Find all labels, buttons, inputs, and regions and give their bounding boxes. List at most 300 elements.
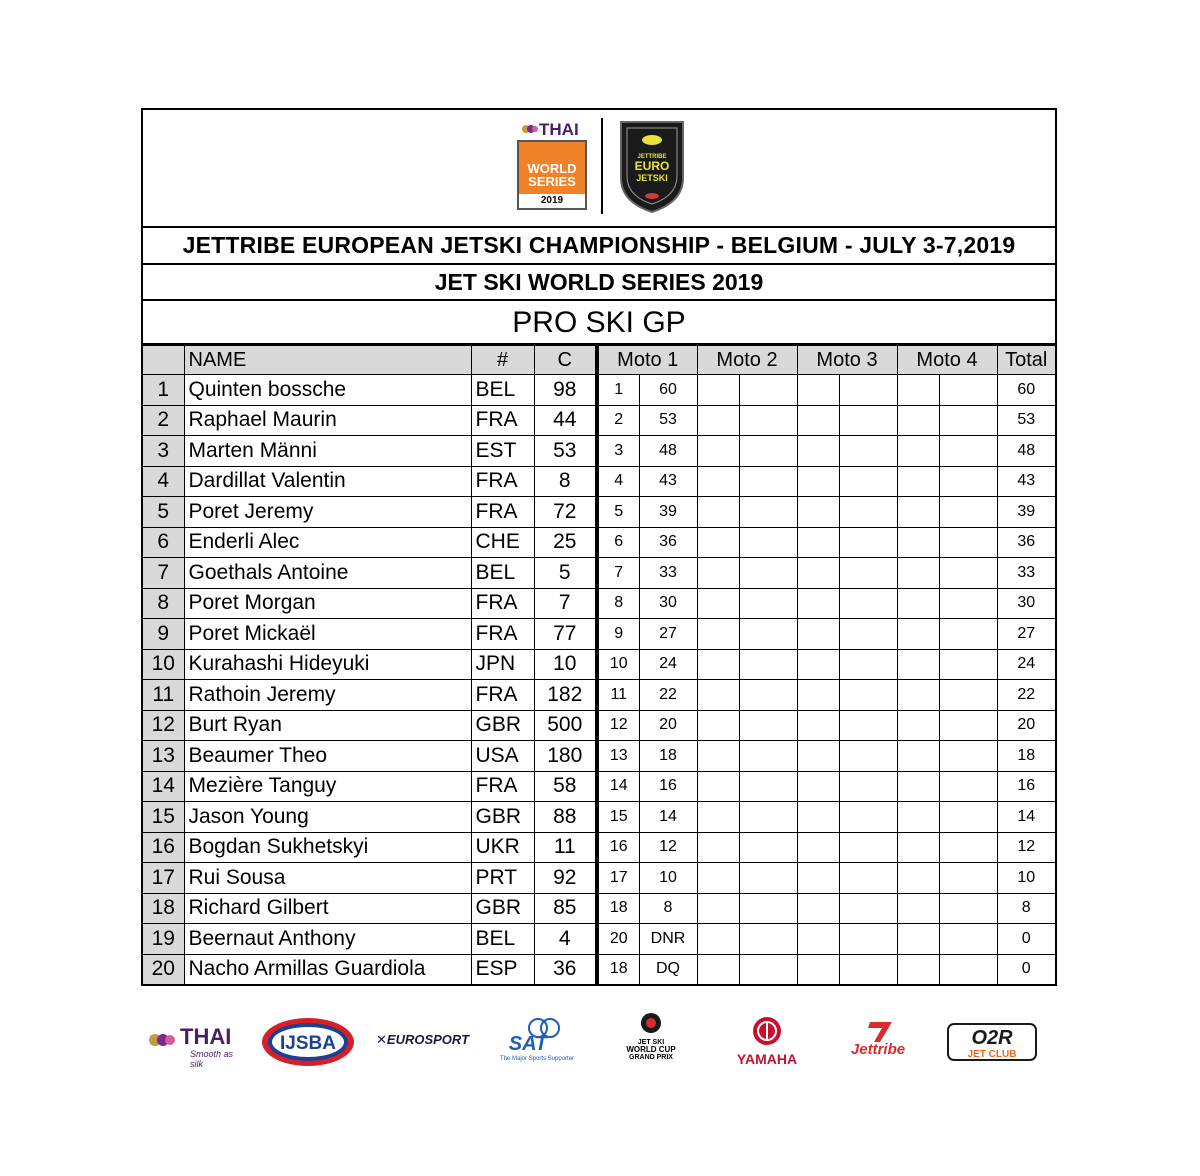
moto4-points-cell bbox=[939, 954, 997, 984]
moto4-position-cell bbox=[897, 527, 939, 558]
moto2-position-cell bbox=[697, 802, 739, 833]
table-row bbox=[143, 893, 1055, 924]
world-cup-line3: GRAND PRIX bbox=[629, 1054, 673, 1061]
euro-line3: JETSKI bbox=[636, 173, 668, 183]
rider-name-cell: Beaumer Theo bbox=[184, 741, 471, 772]
nation-cell: GBR bbox=[471, 893, 534, 924]
sat-rings-icon bbox=[500, 1014, 580, 1054]
total-cell: 27 bbox=[997, 619, 1055, 650]
moto4-position-cell bbox=[897, 832, 939, 863]
moto4-points-cell bbox=[939, 558, 997, 589]
moto4-points-cell bbox=[939, 680, 997, 711]
moto1-points-cell: 16 bbox=[639, 771, 697, 802]
sponsor-strip bbox=[140, 1010, 1060, 1080]
moto3-position-cell bbox=[797, 527, 839, 558]
sponsor-thai-tagline: Smooth as silk bbox=[190, 1049, 234, 1069]
moto2-points-cell bbox=[739, 771, 797, 802]
moto2-points-cell bbox=[739, 588, 797, 619]
sponsor-yamaha-logo bbox=[732, 1016, 802, 1072]
moto4-position-cell bbox=[897, 954, 939, 984]
rank-cell: 6 bbox=[143, 527, 184, 558]
total-cell: 22 bbox=[997, 680, 1055, 711]
total-cell: 0 bbox=[997, 924, 1055, 955]
moto2-points-cell bbox=[739, 680, 797, 711]
moto3-points-cell bbox=[839, 741, 897, 772]
moto4-points-cell bbox=[939, 375, 997, 406]
moto4-position-cell bbox=[897, 436, 939, 467]
moto2-points-cell bbox=[739, 436, 797, 467]
rider-name-cell: Marten Männi bbox=[184, 436, 471, 467]
total-cell: 12 bbox=[997, 832, 1055, 863]
moto2-position-cell bbox=[697, 375, 739, 406]
moto1-position-cell: 3 bbox=[597, 436, 639, 467]
sponsor-jettribe-logo bbox=[830, 1020, 926, 1062]
moto3-points-cell bbox=[839, 710, 897, 741]
rank-cell: 10 bbox=[143, 649, 184, 680]
logo-header bbox=[143, 110, 1055, 228]
nation-cell: ESP bbox=[471, 954, 534, 984]
moto4-position-cell bbox=[897, 680, 939, 711]
moto2-points-cell bbox=[739, 893, 797, 924]
moto2-points-cell bbox=[739, 832, 797, 863]
moto3-points-cell bbox=[839, 924, 897, 955]
sat-tagline: The Major Sports Supporter bbox=[500, 1056, 575, 1062]
rider-name-cell: Beernaut Anthony bbox=[184, 924, 471, 955]
total-cell: 18 bbox=[997, 741, 1055, 772]
nation-cell: BEL bbox=[471, 375, 534, 406]
rider-name-cell: Poret Morgan bbox=[184, 588, 471, 619]
moto4-position-cell bbox=[897, 466, 939, 497]
moto1-points-cell: 53 bbox=[639, 405, 697, 436]
nation-cell: FRA bbox=[471, 405, 534, 436]
race-number-cell: 10 bbox=[534, 649, 597, 680]
table-row bbox=[143, 558, 1055, 589]
moto4-position-cell bbox=[897, 649, 939, 680]
rank-cell: 2 bbox=[143, 405, 184, 436]
moto4-position-cell bbox=[897, 497, 939, 528]
moto2-position-cell bbox=[697, 558, 739, 589]
moto4-points-cell bbox=[939, 710, 997, 741]
total-cell: 14 bbox=[997, 802, 1055, 833]
race-number-cell: 53 bbox=[534, 436, 597, 467]
table-row bbox=[143, 680, 1055, 711]
moto4-points-cell bbox=[939, 863, 997, 894]
moto2-points-cell bbox=[739, 649, 797, 680]
moto2-points-cell bbox=[739, 619, 797, 650]
moto3-points-cell bbox=[839, 802, 897, 833]
moto4-points-cell bbox=[939, 527, 997, 558]
moto3-points-cell bbox=[839, 619, 897, 650]
nation-cell: PRT bbox=[471, 863, 534, 894]
nation-cell: BEL bbox=[471, 558, 534, 589]
moto1-position-cell: 17 bbox=[597, 863, 639, 894]
table-row bbox=[143, 436, 1055, 467]
moto3-points-cell bbox=[839, 832, 897, 863]
moto1-position-cell: 15 bbox=[597, 802, 639, 833]
moto4-position-cell bbox=[897, 802, 939, 833]
table-row bbox=[143, 405, 1055, 436]
moto3-points-cell bbox=[839, 680, 897, 711]
nation-cell: FRA bbox=[471, 466, 534, 497]
total-cell: 48 bbox=[997, 436, 1055, 467]
rank-cell: 20 bbox=[143, 954, 184, 984]
race-number-cell: 58 bbox=[534, 771, 597, 802]
moto1-position-cell: 20 bbox=[597, 924, 639, 955]
moto4-position-cell bbox=[897, 588, 939, 619]
moto3-position-cell bbox=[797, 863, 839, 894]
moto3-points-cell bbox=[839, 649, 897, 680]
rider-name-cell: Rui Sousa bbox=[184, 863, 471, 894]
moto2-position-cell bbox=[697, 924, 739, 955]
race-number-cell: 98 bbox=[534, 375, 597, 406]
moto1-position-cell: 12 bbox=[597, 710, 639, 741]
rider-name-cell: Poret Mickaël bbox=[184, 619, 471, 650]
nation-cell: UKR bbox=[471, 832, 534, 863]
moto4-position-cell bbox=[897, 710, 939, 741]
moto3-position-cell bbox=[797, 893, 839, 924]
rank-cell: 18 bbox=[143, 893, 184, 924]
sponsor-thai-word: THAI bbox=[180, 1024, 232, 1049]
rider-name-cell: Kurahashi Hideyuki bbox=[184, 649, 471, 680]
rider-name-cell: Richard Gilbert bbox=[184, 893, 471, 924]
sponsor-eurosport-logo bbox=[376, 1032, 476, 1052]
sponsor-thai-logo bbox=[148, 1024, 248, 1069]
logo-divider bbox=[601, 118, 603, 214]
moto1-position-cell: 6 bbox=[597, 527, 639, 558]
moto4-position-cell bbox=[897, 558, 939, 589]
euro-jetski-shield-icon bbox=[617, 118, 687, 214]
moto3-position-cell bbox=[797, 954, 839, 984]
moto2-points-cell bbox=[739, 497, 797, 528]
table-row bbox=[143, 954, 1055, 984]
race-number-cell: 92 bbox=[534, 863, 597, 894]
moto3-points-cell bbox=[839, 436, 897, 467]
euro-line2: EURO bbox=[634, 159, 670, 173]
rank-cell: 19 bbox=[143, 924, 184, 955]
total-cell: 60 bbox=[997, 375, 1055, 406]
race-number-cell: 5 bbox=[534, 558, 597, 589]
moto2-position-cell bbox=[697, 649, 739, 680]
race-number-cell: 500 bbox=[534, 710, 597, 741]
moto4-points-cell bbox=[939, 497, 997, 528]
moto2-position-cell bbox=[697, 436, 739, 467]
race-number-cell: 36 bbox=[534, 954, 597, 984]
total-cell: 20 bbox=[997, 710, 1055, 741]
moto3-points-cell bbox=[839, 893, 897, 924]
moto2-points-cell bbox=[739, 863, 797, 894]
table-row bbox=[143, 832, 1055, 863]
rider-name-cell: Raphael Maurin bbox=[184, 405, 471, 436]
rider-name-cell: Nacho Armillas Guardiola bbox=[184, 954, 471, 984]
moto2-position-cell bbox=[697, 680, 739, 711]
jettribe-mark-icon bbox=[830, 1020, 926, 1062]
moto4-points-cell bbox=[939, 832, 997, 863]
moto4-points-cell bbox=[939, 619, 997, 650]
total-cell: 36 bbox=[997, 527, 1055, 558]
moto3-position-cell bbox=[797, 558, 839, 589]
moto1-position-cell: 18 bbox=[597, 893, 639, 924]
event-title: JETTRIBE EUROPEAN JETSKI CHAMPIONSHIP - BELGIUM - JULY 3-7,2019 bbox=[143, 228, 1055, 265]
rider-name-cell: Goethals Antoine bbox=[184, 558, 471, 589]
race-number-cell: 72 bbox=[534, 497, 597, 528]
moto1-position-cell: 9 bbox=[597, 619, 639, 650]
orchid-icon bbox=[148, 1030, 176, 1050]
header-moto1: Moto 1 bbox=[597, 346, 697, 375]
moto1-points-cell: DQ bbox=[639, 954, 697, 984]
race-number-cell: 4 bbox=[534, 924, 597, 955]
total-cell: 33 bbox=[997, 558, 1055, 589]
race-number-cell: 180 bbox=[534, 741, 597, 772]
moto4-points-cell bbox=[939, 741, 997, 772]
sponsor-sat-logo bbox=[500, 1014, 580, 1070]
table-row bbox=[143, 375, 1055, 406]
moto4-points-cell bbox=[939, 588, 997, 619]
moto3-points-cell bbox=[839, 558, 897, 589]
sponsor-o2r-logo bbox=[946, 1022, 1038, 1062]
ws-line1: WORLD bbox=[527, 161, 577, 176]
moto2-position-cell bbox=[697, 405, 739, 436]
ijsba-emblem-icon bbox=[260, 1016, 356, 1068]
moto3-points-cell bbox=[839, 863, 897, 894]
moto2-position-cell bbox=[697, 497, 739, 528]
rider-name-cell: Mezière Tanguy bbox=[184, 771, 471, 802]
thai-word: THAI bbox=[539, 120, 579, 139]
moto3-position-cell bbox=[797, 771, 839, 802]
jettribe-word: Jettribe bbox=[850, 1041, 906, 1058]
moto4-points-cell bbox=[939, 466, 997, 497]
results-sheet bbox=[141, 108, 1057, 986]
moto2-position-cell bbox=[697, 710, 739, 741]
moto1-points-cell: 12 bbox=[639, 832, 697, 863]
nation-cell: JPN bbox=[471, 649, 534, 680]
header-nat: # bbox=[471, 346, 534, 375]
rank-cell: 1 bbox=[143, 375, 184, 406]
moto1-points-cell: 48 bbox=[639, 436, 697, 467]
moto3-position-cell bbox=[797, 741, 839, 772]
moto1-position-cell: 13 bbox=[597, 741, 639, 772]
nation-cell: BEL bbox=[471, 924, 534, 955]
ws-line2: SERIES bbox=[528, 174, 576, 189]
moto1-points-cell: DNR bbox=[639, 924, 697, 955]
moto2-points-cell bbox=[739, 710, 797, 741]
series-subtitle: JET SKI WORLD SERIES 2019 bbox=[143, 265, 1055, 301]
total-cell: 0 bbox=[997, 954, 1055, 984]
eurosport-word: EUROSPORT bbox=[386, 1032, 470, 1047]
header-total: Total bbox=[997, 346, 1055, 375]
moto3-points-cell bbox=[839, 527, 897, 558]
moto3-position-cell bbox=[797, 405, 839, 436]
total-cell: 30 bbox=[997, 588, 1055, 619]
yamaha-word: YAMAHA bbox=[736, 1051, 798, 1067]
moto3-position-cell bbox=[797, 710, 839, 741]
moto2-position-cell bbox=[697, 954, 739, 984]
rider-name-cell: Dardillat Valentin bbox=[184, 466, 471, 497]
moto1-position-cell: 18 bbox=[597, 954, 639, 984]
moto1-points-cell: 8 bbox=[639, 893, 697, 924]
eurosport-arrow-icon: ✕ bbox=[376, 1032, 387, 1047]
moto1-position-cell: 2 bbox=[597, 405, 639, 436]
rank-cell: 16 bbox=[143, 832, 184, 863]
euro-line1: JETTRIBE bbox=[637, 154, 667, 160]
table-row bbox=[143, 771, 1055, 802]
rank-cell: 4 bbox=[143, 466, 184, 497]
total-cell: 53 bbox=[997, 405, 1055, 436]
rank-cell: 15 bbox=[143, 802, 184, 833]
rider-name-cell: Rathoin Jeremy bbox=[184, 680, 471, 711]
moto1-points-cell: 24 bbox=[639, 649, 697, 680]
rank-cell: 8 bbox=[143, 588, 184, 619]
moto2-points-cell bbox=[739, 466, 797, 497]
moto2-position-cell bbox=[697, 527, 739, 558]
moto1-points-cell: 39 bbox=[639, 497, 697, 528]
moto2-points-cell bbox=[739, 924, 797, 955]
moto3-position-cell bbox=[797, 375, 839, 406]
moto4-points-cell bbox=[939, 771, 997, 802]
moto3-points-cell bbox=[839, 588, 897, 619]
moto2-position-cell bbox=[697, 466, 739, 497]
o2r-word: O2R bbox=[971, 1027, 1013, 1049]
total-cell: 43 bbox=[997, 466, 1055, 497]
table-row bbox=[143, 863, 1055, 894]
moto3-points-cell bbox=[839, 954, 897, 984]
table-row bbox=[143, 710, 1055, 741]
rider-name-cell: Enderli Alec bbox=[184, 527, 471, 558]
race-number-cell: 11 bbox=[534, 832, 597, 863]
moto3-position-cell bbox=[797, 588, 839, 619]
moto2-position-cell bbox=[697, 863, 739, 894]
race-number-cell: 8 bbox=[534, 466, 597, 497]
header-pos bbox=[143, 346, 184, 375]
race-number-cell: 25 bbox=[534, 527, 597, 558]
rank-cell: 17 bbox=[143, 863, 184, 894]
moto4-position-cell bbox=[897, 924, 939, 955]
moto3-position-cell bbox=[797, 466, 839, 497]
sponsor-world-cup-logo bbox=[618, 1012, 684, 1072]
nation-cell: GBR bbox=[471, 802, 534, 833]
rank-cell: 9 bbox=[143, 619, 184, 650]
moto3-position-cell bbox=[797, 924, 839, 955]
moto4-points-cell bbox=[939, 405, 997, 436]
moto1-position-cell: 4 bbox=[597, 466, 639, 497]
moto1-points-cell: 18 bbox=[639, 741, 697, 772]
nation-cell: FRA bbox=[471, 588, 534, 619]
moto4-position-cell bbox=[897, 619, 939, 650]
nation-cell: USA bbox=[471, 741, 534, 772]
table-row bbox=[143, 497, 1055, 528]
nation-cell: FRA bbox=[471, 680, 534, 711]
moto1-position-cell: 8 bbox=[597, 588, 639, 619]
moto1-points-cell: 20 bbox=[639, 710, 697, 741]
table-row bbox=[143, 466, 1055, 497]
moto4-position-cell bbox=[897, 863, 939, 894]
nation-cell: GBR bbox=[471, 710, 534, 741]
moto1-points-cell: 36 bbox=[639, 527, 697, 558]
moto3-position-cell bbox=[797, 436, 839, 467]
moto2-position-cell bbox=[697, 771, 739, 802]
moto3-position-cell bbox=[797, 832, 839, 863]
nation-cell: FRA bbox=[471, 497, 534, 528]
race-number-cell: 7 bbox=[534, 588, 597, 619]
race-number-cell: 85 bbox=[534, 893, 597, 924]
moto4-points-cell bbox=[939, 893, 997, 924]
orchid-icon bbox=[521, 122, 539, 136]
moto4-position-cell bbox=[897, 771, 939, 802]
rank-cell: 12 bbox=[143, 710, 184, 741]
nation-cell: FRA bbox=[471, 771, 534, 802]
moto2-points-cell bbox=[739, 375, 797, 406]
moto3-points-cell bbox=[839, 771, 897, 802]
world-cup-emblem-icon bbox=[631, 1012, 671, 1034]
world-cup-line1: JET SKI bbox=[637, 1039, 665, 1046]
moto2-position-cell bbox=[697, 741, 739, 772]
moto4-position-cell bbox=[897, 375, 939, 406]
race-number-cell: 88 bbox=[534, 802, 597, 833]
total-cell: 10 bbox=[997, 863, 1055, 894]
o2r-badge-icon bbox=[946, 1022, 1038, 1062]
yamaha-tuning-fork-icon bbox=[752, 1016, 782, 1046]
rank-cell: 13 bbox=[143, 741, 184, 772]
race-number-cell: 77 bbox=[534, 619, 597, 650]
moto2-points-cell bbox=[739, 741, 797, 772]
moto1-position-cell: 16 bbox=[597, 832, 639, 863]
rider-name-cell: Jason Young bbox=[184, 802, 471, 833]
nation-cell: CHE bbox=[471, 527, 534, 558]
race-number-cell: 182 bbox=[534, 680, 597, 711]
table-row bbox=[143, 802, 1055, 833]
moto4-points-cell bbox=[939, 649, 997, 680]
moto2-points-cell bbox=[739, 527, 797, 558]
rank-cell: 7 bbox=[143, 558, 184, 589]
moto4-points-cell bbox=[939, 436, 997, 467]
moto4-position-cell bbox=[897, 741, 939, 772]
moto3-points-cell bbox=[839, 405, 897, 436]
moto1-points-cell: 10 bbox=[639, 863, 697, 894]
moto4-points-cell bbox=[939, 802, 997, 833]
moto3-position-cell bbox=[797, 802, 839, 833]
moto3-position-cell bbox=[797, 497, 839, 528]
moto1-points-cell: 33 bbox=[639, 558, 697, 589]
moto2-points-cell bbox=[739, 954, 797, 984]
rank-cell: 3 bbox=[143, 436, 184, 467]
ijsba-word: IJSBA bbox=[280, 1033, 336, 1054]
moto1-position-cell: 14 bbox=[597, 771, 639, 802]
total-cell: 16 bbox=[997, 771, 1055, 802]
moto1-points-cell: 27 bbox=[639, 619, 697, 650]
table-row bbox=[143, 741, 1055, 772]
moto1-points-cell: 60 bbox=[639, 375, 697, 406]
rank-cell: 11 bbox=[143, 680, 184, 711]
moto3-points-cell bbox=[839, 466, 897, 497]
ws-year: 2019 bbox=[519, 194, 585, 208]
moto1-position-cell: 10 bbox=[597, 649, 639, 680]
table-row bbox=[143, 588, 1055, 619]
total-cell: 39 bbox=[997, 497, 1055, 528]
header-moto4: Moto 4 bbox=[897, 346, 997, 375]
table-header-row bbox=[143, 346, 1055, 375]
world-cup-line2: WORLD CUP bbox=[626, 1045, 676, 1054]
moto1-points-cell: 14 bbox=[639, 802, 697, 833]
moto1-position-cell: 1 bbox=[597, 375, 639, 406]
rank-cell: 14 bbox=[143, 771, 184, 802]
moto3-position-cell bbox=[797, 619, 839, 650]
table-row bbox=[143, 924, 1055, 955]
table-row bbox=[143, 619, 1055, 650]
nation-cell: FRA bbox=[471, 619, 534, 650]
header-moto2: Moto 2 bbox=[697, 346, 797, 375]
rank-cell: 5 bbox=[143, 497, 184, 528]
world-series-badge bbox=[517, 140, 587, 210]
moto4-points-cell bbox=[939, 924, 997, 955]
